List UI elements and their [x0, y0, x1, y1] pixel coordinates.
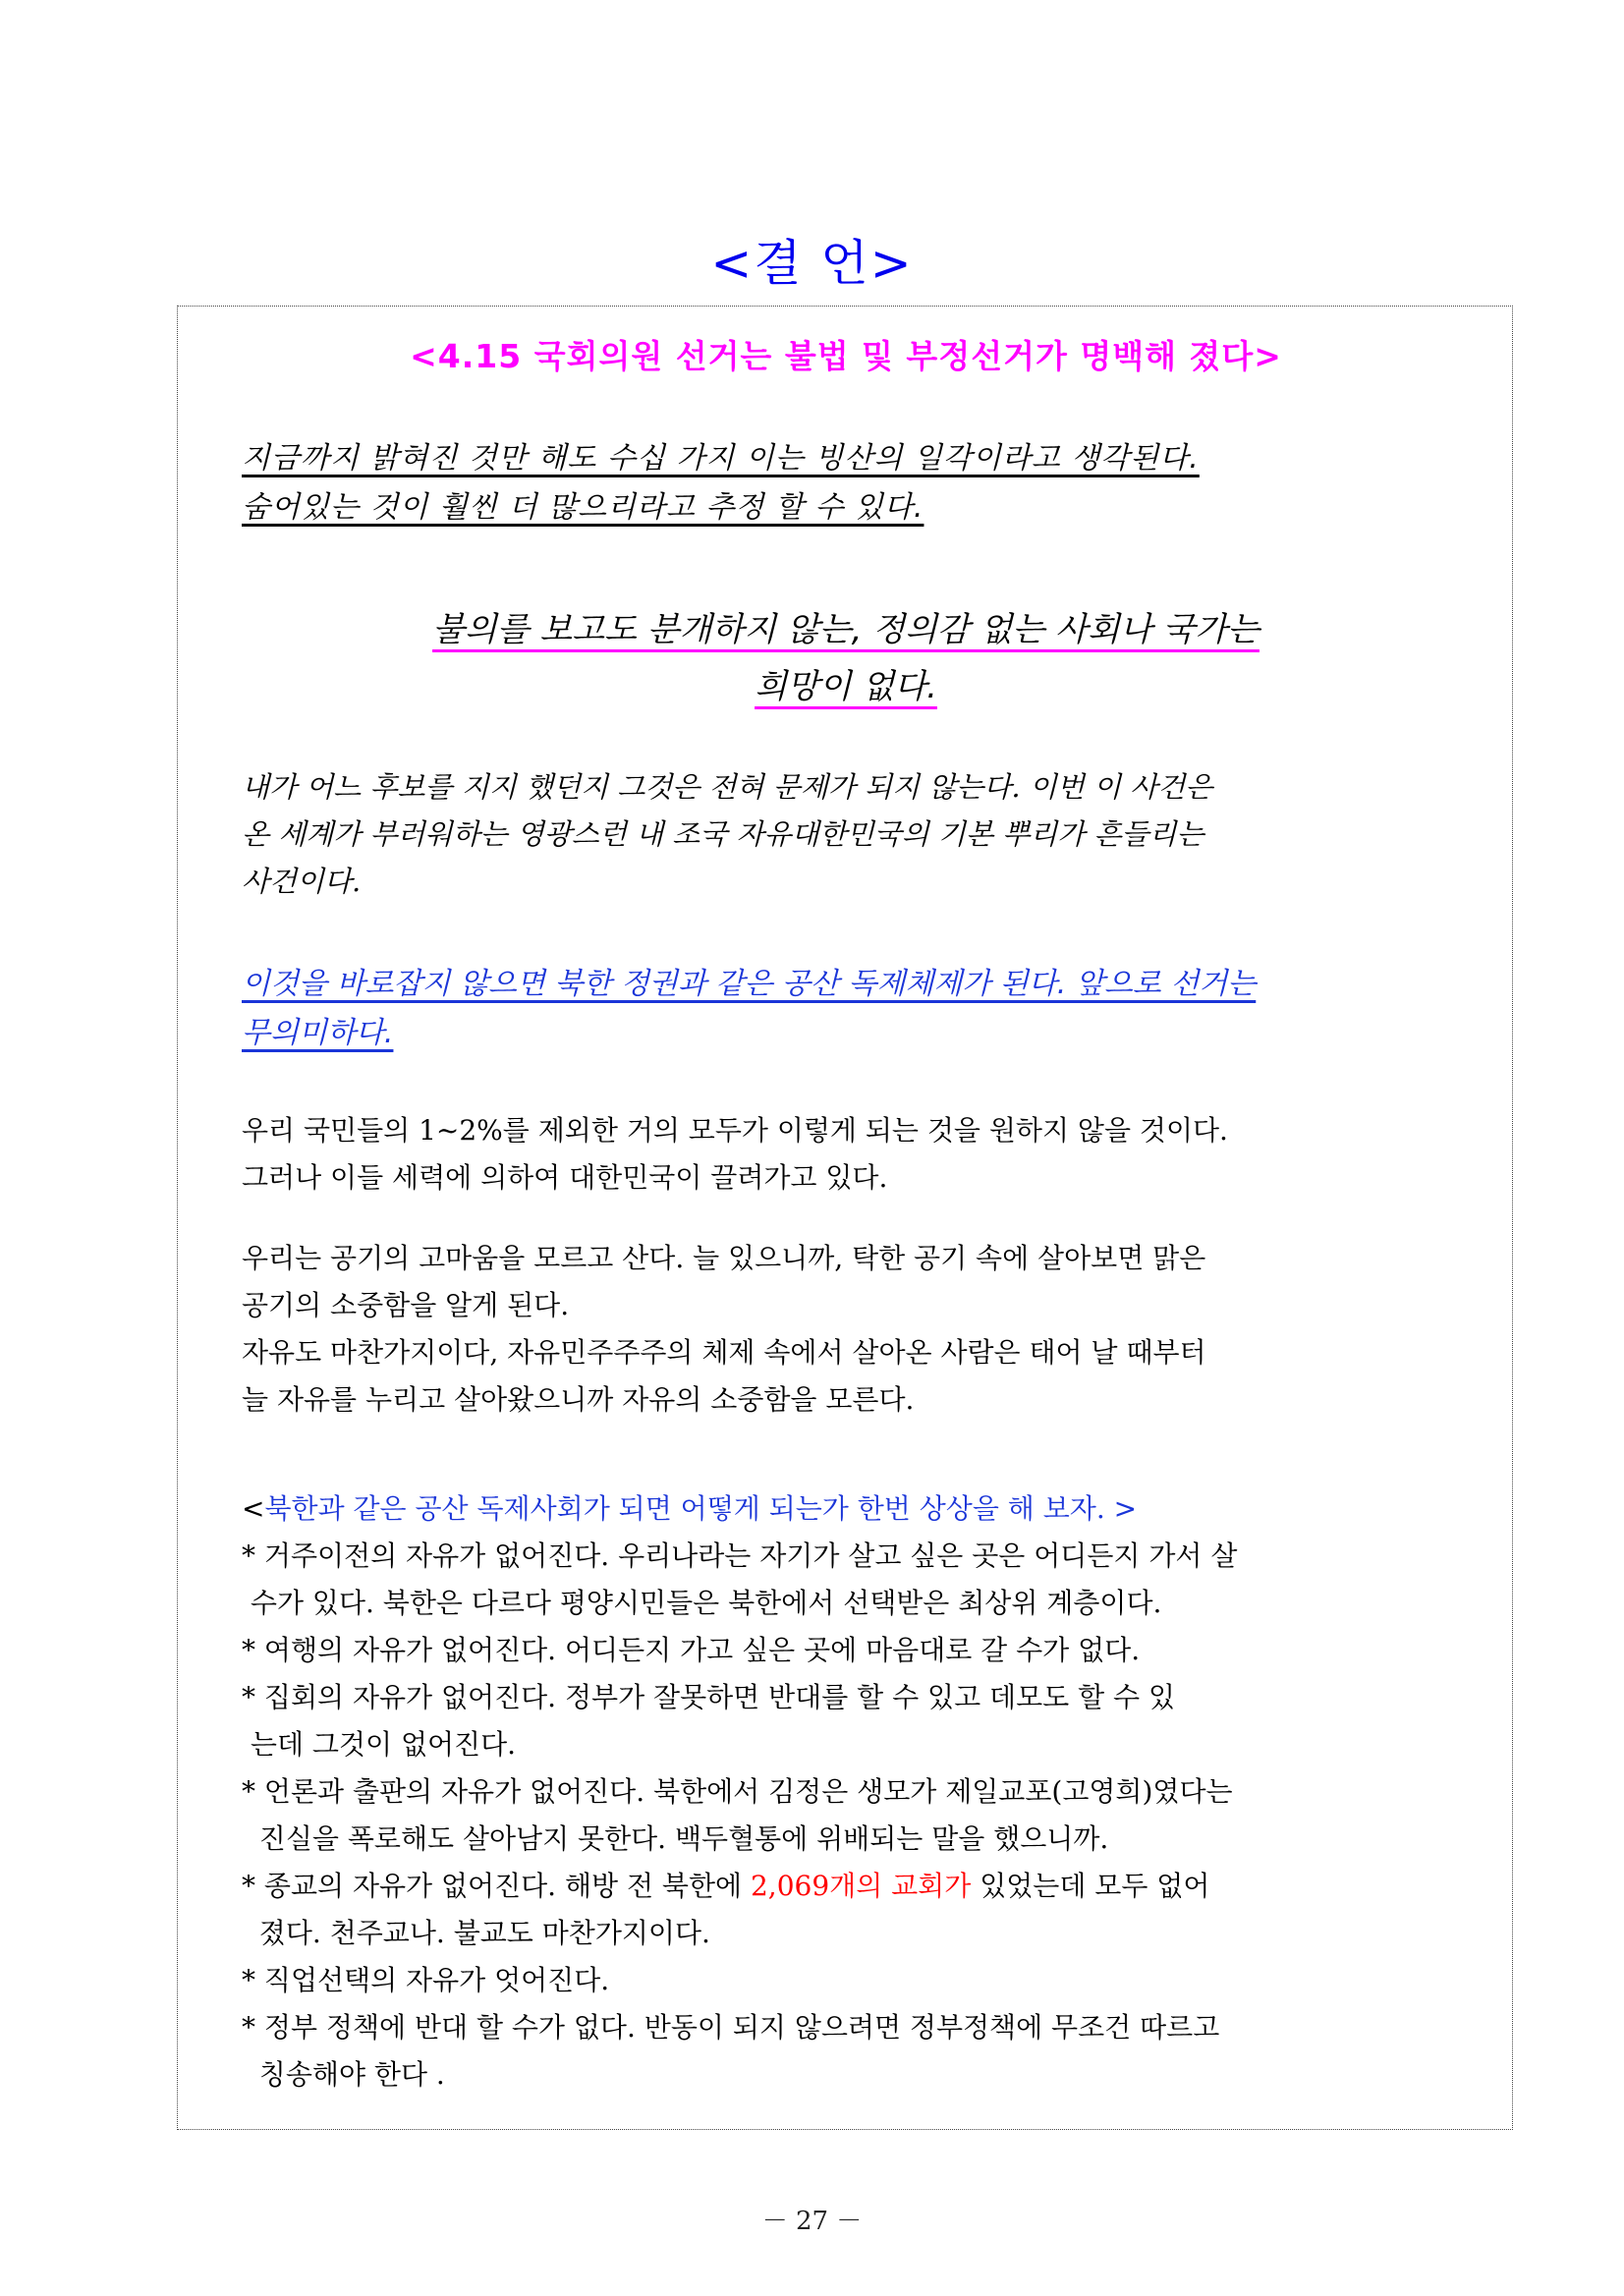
list-item: * 정부 정책에 반대 할 수가 없다. 반동이 되지 않으려면 정부정책에 무조건 따르고 — [242, 2011, 1220, 2044]
list-item: 졌다. 천주교나. 불교도 마찬가지이다. — [242, 1917, 710, 1949]
page-number: － 27 － — [761, 2207, 863, 2236]
paragraph-line: 희망이 없다. — [755, 667, 937, 706]
list-intro — [242, 1485, 1237, 1533]
list-item: * 여행의 자유가 없어진다. 어디든지 가고 싶은 곳에 마음대로 갈 수가 없다. — [242, 1634, 1141, 1666]
list-item: * 거주이전의 자유가 없어진다. 우리나라는 자기가 살고 싶은 곳은 어디든지 가서 살 — [242, 1540, 1238, 1572]
list-item: 수가 있다. 북한은 다르다 평양시민들은 북한에서 선택받은 최상위 계층이다. — [242, 1587, 1162, 1619]
paragraph-line: 사건이다. — [242, 865, 362, 898]
list-item: 는데 그것이 없어진다. — [242, 1728, 517, 1761]
list-item: 진실을 폭로해도 살아남지 못한다. 백두혈통에 위배되는 말을 했으니까. — [242, 1822, 1109, 1855]
paragraph-line: 무의미하다. — [242, 1016, 394, 1050]
paragraph-line: 우리는 공기의 고마움을 모르고 산다. 늘 있으니까, 탁한 공기 속에 살아보면 맑은 — [242, 1242, 1206, 1274]
list-item: * 집회의 자유가 없어진다. 정부가 잘못하면 반대를 할 수 있고 데모도 할 수 있 — [242, 1681, 1176, 1713]
church-count-highlight: 2,069개의 교회가 — [750, 1870, 972, 1902]
paragraph-line: 우리 국민들의 1~2%를 제외한 거의 모두가 이렇게 되는 것을 원하지 않을 것이다. — [242, 1114, 1228, 1147]
paragraph-line: 늘 자유를 누리고 살아왔으니까 자유의 소중함을 모른다. — [242, 1383, 915, 1416]
paragraph-line: 공기의 소중함을 알게 된다. — [242, 1289, 570, 1321]
headline: <4.15 국회의원 선거는 불법 및 부정선거가 명백해 졌다> — [410, 337, 1282, 375]
paragraph-warning — [242, 960, 1256, 1058]
list-item-religion — [242, 1863, 1237, 1910]
list-item: 칭송해야 한다 . — [242, 2058, 445, 2091]
paragraph-candidate — [242, 763, 1212, 905]
list-intro-text: 북한과 같은 공산 독제사회가 되면 어떻게 되는가 한번 상상을 해 보자. > — [264, 1492, 1138, 1525]
religion-suffix: 있었는데 모두 없어 — [971, 1870, 1210, 1902]
freedom-loss-list — [242, 1485, 1237, 2099]
paragraph-line: 자유도 마찬가지이다, 자유민주주주의 체제 속에서 살아온 사람은 태어 날 때부터 — [242, 1336, 1206, 1369]
list-intro-bracket: < — [242, 1492, 265, 1525]
paragraph-line: 내가 어느 후보를 지지 했던지 그것은 전혀 문제가 되지 않는다. 이번 이 사건은 — [242, 770, 1213, 804]
paragraph-line: 불의를 보고도 분개하지 않는, 정의감 없는 사회나 국가는 — [432, 610, 1260, 649]
paragraph-air-freedom — [242, 1235, 1206, 1424]
paragraph-citizens — [242, 1107, 1228, 1202]
paragraph-justice — [178, 601, 1514, 715]
religion-prefix: * 종교의 자유가 없어진다. 해방 전 북한에 — [242, 1870, 751, 1902]
list-item: * 언론과 출판의 자유가 없어진다. 북한에서 김정은 생모가 제일교포(고영희)였다는 — [242, 1775, 1233, 1808]
page-title: <결 언> — [710, 235, 914, 292]
list-item: * 직업선택의 자유가 엇어진다. — [242, 1964, 610, 1996]
paragraph-line: 이것을 바로잡지 않으면 북한 정권과 같은 공산 독제체제가 된다. 앞으로 선거는 — [242, 967, 1257, 1001]
content-box — [177, 306, 1513, 2130]
paragraph-iceberg — [242, 434, 1200, 532]
paragraph-line: 그러나 이들 세력에 의하여 대한민국이 끌려가고 있다. — [242, 1161, 888, 1194]
paragraph-line: 온 세계가 부러워하는 영광스런 내 조국 자유대한민국의 기본 뿌리가 흔들리는 — [242, 817, 1204, 851]
paragraph-line: 지금까지 밝혀진 것만 해도 수십 가지 이는 빙산의 일각이라고 생각된다. — [242, 441, 1200, 476]
paragraph-line: 숨어있는 것이 훨씬 더 많으리라고 추정 할 수 있다. — [242, 490, 924, 525]
